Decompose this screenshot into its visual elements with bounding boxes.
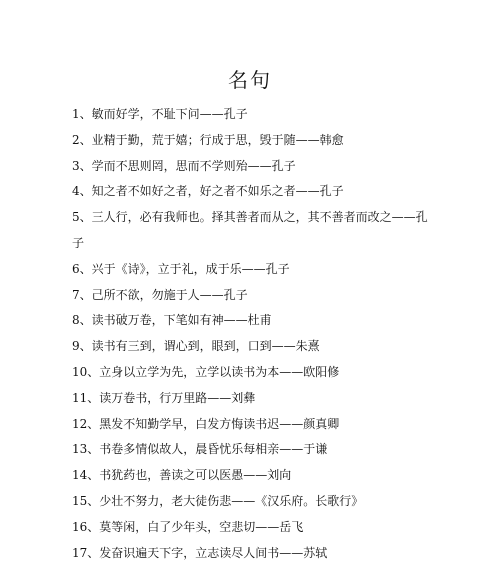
item-text: 知之者不如好之者，好之者不如乐之者——孔子 <box>91 184 344 199</box>
item-text: 业精于勤，荒于嬉；行成于思，毁于随——韩愈 <box>91 132 344 147</box>
list-item <box>72 102 432 128</box>
item-number: 6、 <box>72 261 92 276</box>
item-number: 7、 <box>72 287 92 302</box>
item-text: 兴于《诗》，立于礼，成于乐——孔子 <box>91 261 290 276</box>
item-number: 2、 <box>72 132 92 147</box>
item-text: 学而不思则罔，思而不学则殆——孔子 <box>91 158 296 173</box>
item-text: 立身以立学为先，立学以读书为本——欧阳修 <box>99 364 340 379</box>
page-title: 名句 <box>228 68 272 92</box>
item-text: 己所不欲，勿施于人——孔子 <box>91 287 248 302</box>
quote-list <box>72 102 432 566</box>
item-number: 10、 <box>72 364 100 379</box>
list-item <box>72 437 432 463</box>
item-number: 11、 <box>72 390 100 405</box>
item-text: 发奋识遍天下字，立志读尽人间书——苏轼 <box>99 545 328 560</box>
list-item <box>72 308 432 334</box>
item-number: 15、 <box>72 493 100 508</box>
item-number: 5、 <box>72 210 92 225</box>
list-item <box>72 283 432 309</box>
list-item <box>72 489 432 515</box>
list-item <box>72 205 428 257</box>
item-text: 敏而好学，不耻下问——孔子 <box>91 107 248 121</box>
item-number: 13、 <box>72 442 100 457</box>
list-item <box>72 154 432 180</box>
list-item <box>72 179 432 205</box>
item-number: 12、 <box>72 416 100 431</box>
list-item <box>72 257 432 283</box>
item-number: 1、 <box>72 107 92 121</box>
item-text: 读书破万卷，下笔如有神——杜甫 <box>91 313 272 328</box>
item-number: 3、 <box>72 158 92 173</box>
list-item <box>72 334 432 360</box>
item-text: 读书有三到，谓心到，眼到，口到——朱熹 <box>91 339 320 354</box>
list-item <box>72 386 432 412</box>
list-item <box>72 128 432 154</box>
item-text: 少壮不努力，老大徒伤悲——《汉乐府。长歌行》 <box>99 493 364 508</box>
list-item <box>72 360 432 386</box>
list-item <box>72 515 432 541</box>
item-text: 莫等闲，白了少年头，空悲切——岳飞 <box>99 519 304 534</box>
item-text: 书卷多情似故人，晨昏忧乐每相亲——于谦 <box>99 442 328 457</box>
item-text: 黑发不知勤学早，白发方悔读书迟——颜真卿 <box>99 416 340 431</box>
item-text: 三人行，必有我师也。择其善者而从之，其不善者而改之——孔子 <box>72 210 428 250</box>
item-text: 书犹药也，善读之可以医愚——刘向 <box>99 468 292 483</box>
item-number: 16、 <box>72 519 100 534</box>
item-number: 8、 <box>72 313 92 328</box>
list-item <box>72 412 432 438</box>
list-item <box>72 463 432 489</box>
item-number: 4、 <box>72 184 92 199</box>
item-number: 17、 <box>72 545 100 560</box>
list-item <box>72 541 432 566</box>
item-number: 14、 <box>72 468 100 483</box>
item-number: 9、 <box>72 339 92 354</box>
item-text: 读万卷书，行万里路——刘彝 <box>99 390 256 405</box>
